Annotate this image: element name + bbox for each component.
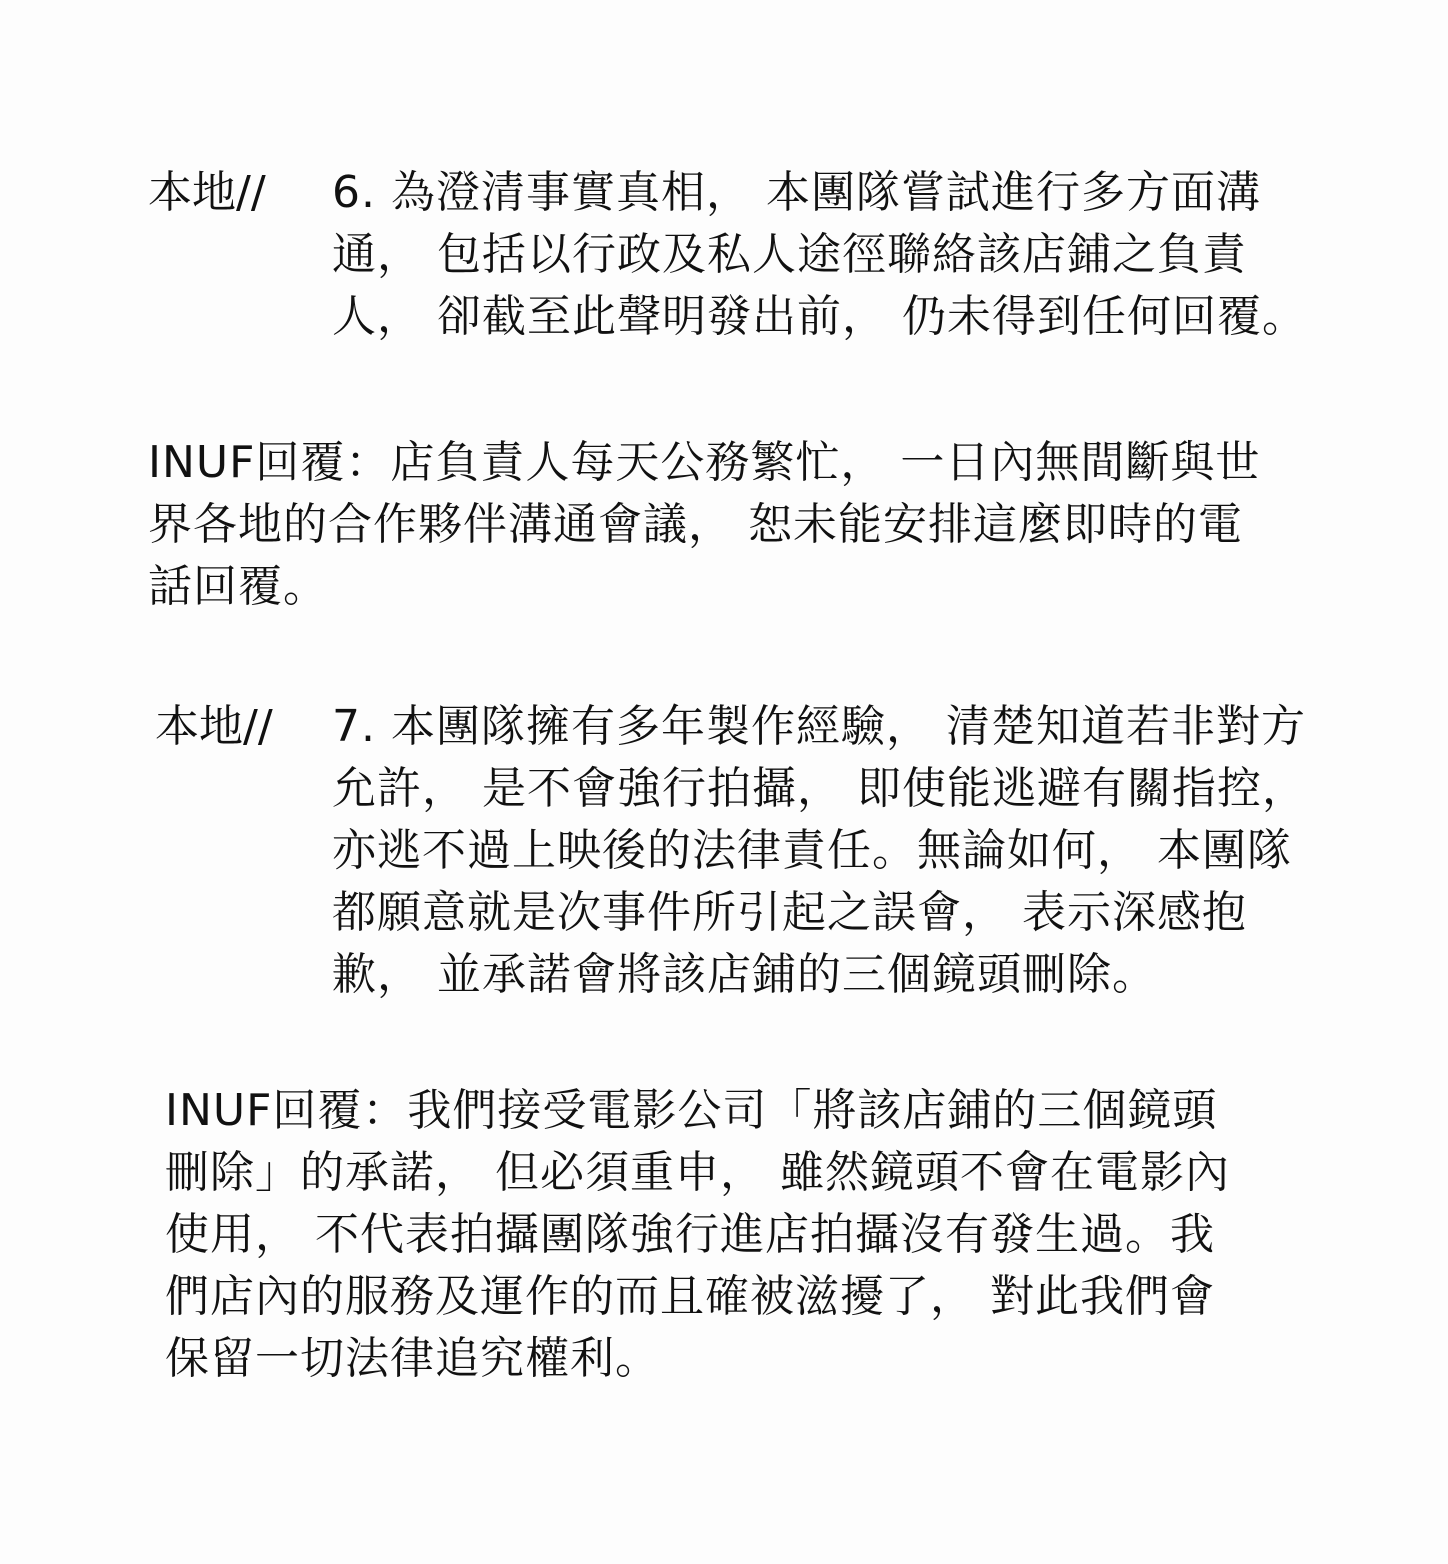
- text-line: 亦逃不過上映後的法律責任。無論如何， 本團隊: [332, 825, 1292, 876]
- text-line: INUF回覆：我們接受電影公司「將該店鋪的三個鏡頭: [165, 1085, 1218, 1136]
- statement-paragraph: [332, 696, 1307, 1006]
- text-line: 允許， 是不會強行拍攝， 即使能逃避有關指控，: [332, 763, 1307, 814]
- text-line: 通， 包括以行政及私人途徑聯絡該店鋪之負責: [332, 229, 1247, 280]
- speaker-label-local: 本地//: [148, 167, 266, 218]
- text-line: 刪除」的承諾， 但必須重申， 雖然鏡頭不會在電影內: [165, 1147, 1230, 1198]
- text-line: 7. 本團隊擁有多年製作經驗， 清楚知道若非對方: [332, 701, 1306, 752]
- reply-paragraph: [148, 432, 1260, 618]
- speaker-label-local: 本地//: [155, 701, 273, 752]
- text-line: 使用， 不代表拍攝團隊強行進店拍攝沒有發生過。我: [165, 1209, 1215, 1260]
- text-line: 人， 卻截至此聲明發出前， 仍未得到任何回覆。: [332, 291, 1307, 342]
- reply-paragraph: [165, 1080, 1230, 1390]
- statement-paragraph: [332, 162, 1307, 348]
- text-line: 話回覆。: [148, 561, 328, 612]
- text-line: 歉， 並承諾會將該店鋪的三個鏡頭刪除。: [332, 949, 1157, 1000]
- text-line: INUF回覆：店負責人每天公務繁忙， 一日內無間斷與世: [148, 437, 1261, 488]
- text-line: 們店內的服務及運作的而且確被滋擾了， 對此我們會: [165, 1271, 1215, 1322]
- text-line: 6. 為澄清事實真相， 本團隊嘗試進行多方面溝: [332, 167, 1261, 218]
- text-line: 都願意就是次事件所引起之誤會， 表示深感抱: [332, 887, 1247, 938]
- text-line: 界各地的合作夥伴溝通會議， 恕未能安排這麼即時的電: [148, 499, 1243, 550]
- text-line: 保留一切法律追究權利。: [165, 1333, 660, 1384]
